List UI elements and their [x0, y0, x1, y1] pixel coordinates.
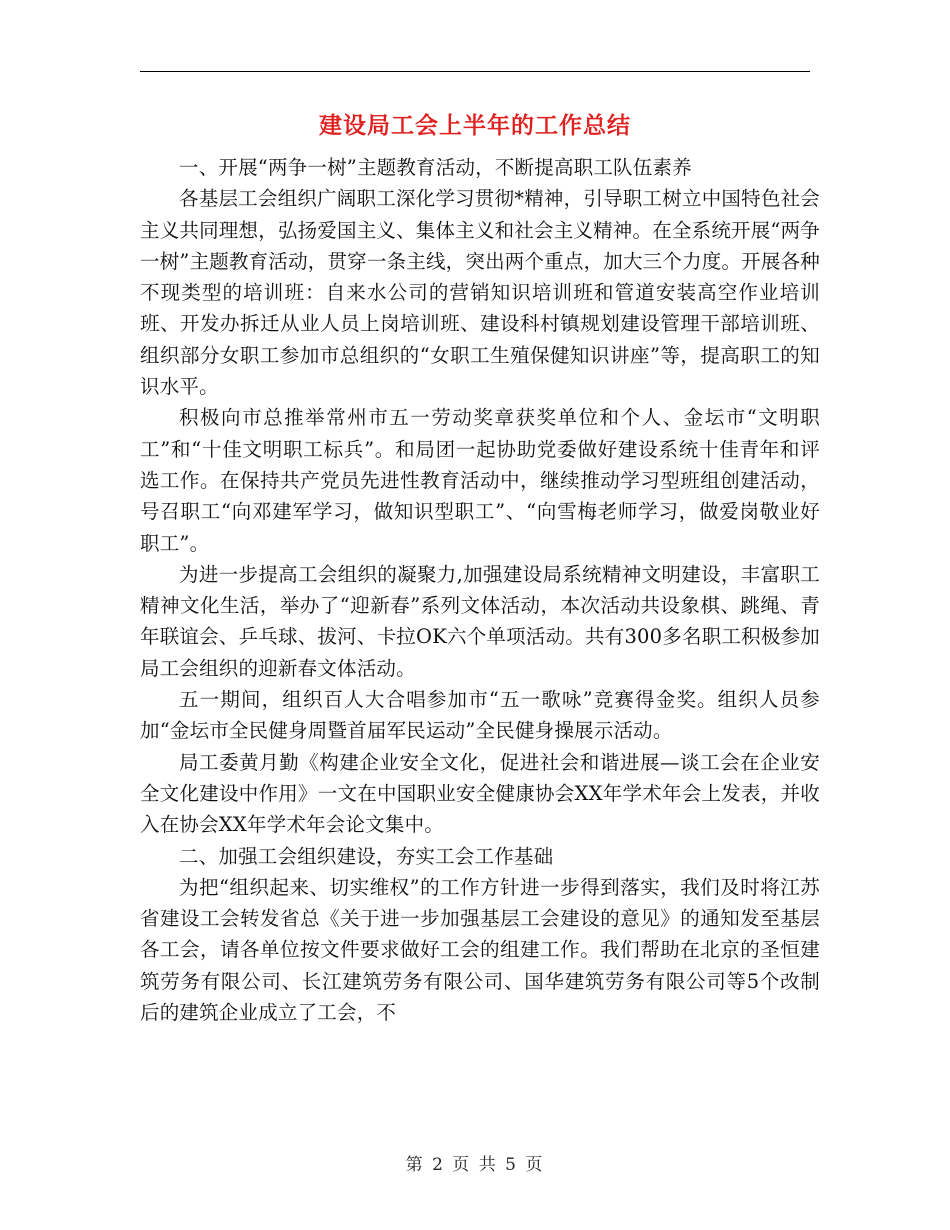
- paragraph-may-day: 五一期间，组织百人大合唱参加市“五一歌咏”竞赛得金奖。组织人员参加“金坛市全民健身周暨首届军民运动”全民健身操展示活动。: [140, 688, 820, 743]
- section-heading-1: 一、开展“两争一树”主题教育活动，不断提高职工队伍素养: [179, 156, 692, 179]
- document-title: 建设局工会上半年的工作总结: [319, 113, 631, 139]
- paragraph-spring-activities: 为进一步提高工会组织的凝聚力,加强建设局系统精神文明建设，丰富职工精神文化生活，举办了“迎新春”系列文体活动，本次活动共设象棋、跳绳、青年联谊会、乒乓球、拔河、卡拉OK六个单项活动。共有300多名职工积极参加局工会组织的迎新春文体活动。: [140, 562, 820, 680]
- document-body: [140, 152, 820, 1028]
- header-rule: [140, 71, 810, 72]
- paragraph-study-training: 各基层工会组织广阔职工深化学习贯彻*精神，引导职工树立中国特色社会主义共同理想，弘扬爱国主义、集体主义和社会主义精神。在全系统开展“两争一树”主题教育活动，贯穿一条主线，突出两个重点，加大三个力度。开展各种不现类型的培训班：自来水公司的营销知识培训班和管道安装高空作业培训班、开发办拆迁从业人员上岗培训班、建设科村镇规划建设管理干部培训班、组织部分女职工参加市总组织的“女职工生殖保健知识讲座”等，提高职工的知识水平。: [140, 187, 820, 399]
- paragraph-organization: 为把“组织起来、切实维权”的工作方针进一步得到落实，我们及时将江苏省建设工会转发省总《关于进一步加强基层工会建设的意见》的通知发至基层各工会，请各单位按文件要求做好工会的组建工作。我们帮助在北京的圣恒建筑劳务有限公司、长江建筑劳务有限公司、国华建筑劳务有限公司等5个改制后的建筑企业成立了工会，不: [140, 875, 820, 1025]
- paragraph-recommendations: 积极向市总推举常州市五一劳动奖章获奖单位和个人、金坛市“文明职工”和“十佳文明职工标兵”。和局团一起协助党委做好建设系统十佳青年和评选工作。在保持共产党员先进性教育活动中，继续推动学习型班组创建活动，号召职工“向邓建军学习，做知识型职工”、“向雪梅老师学习，做爱岗敬业好职工”。: [140, 406, 820, 555]
- section-heading-2: 二、加强工会组织建设，夯实工会工作基础: [179, 844, 554, 868]
- paragraph-safety-article: 局工委黄月勤《构建企业安全文化，促进社会和谐进展—谈工会在企业安全文化建设中作用》一文在中国职业安全健康协会XX年学术年会上发表，并收入在协会XX年学术年会论文集中。: [140, 750, 820, 837]
- page-number-footer: 第 2 页 共 5 页: [405, 1155, 545, 1175]
